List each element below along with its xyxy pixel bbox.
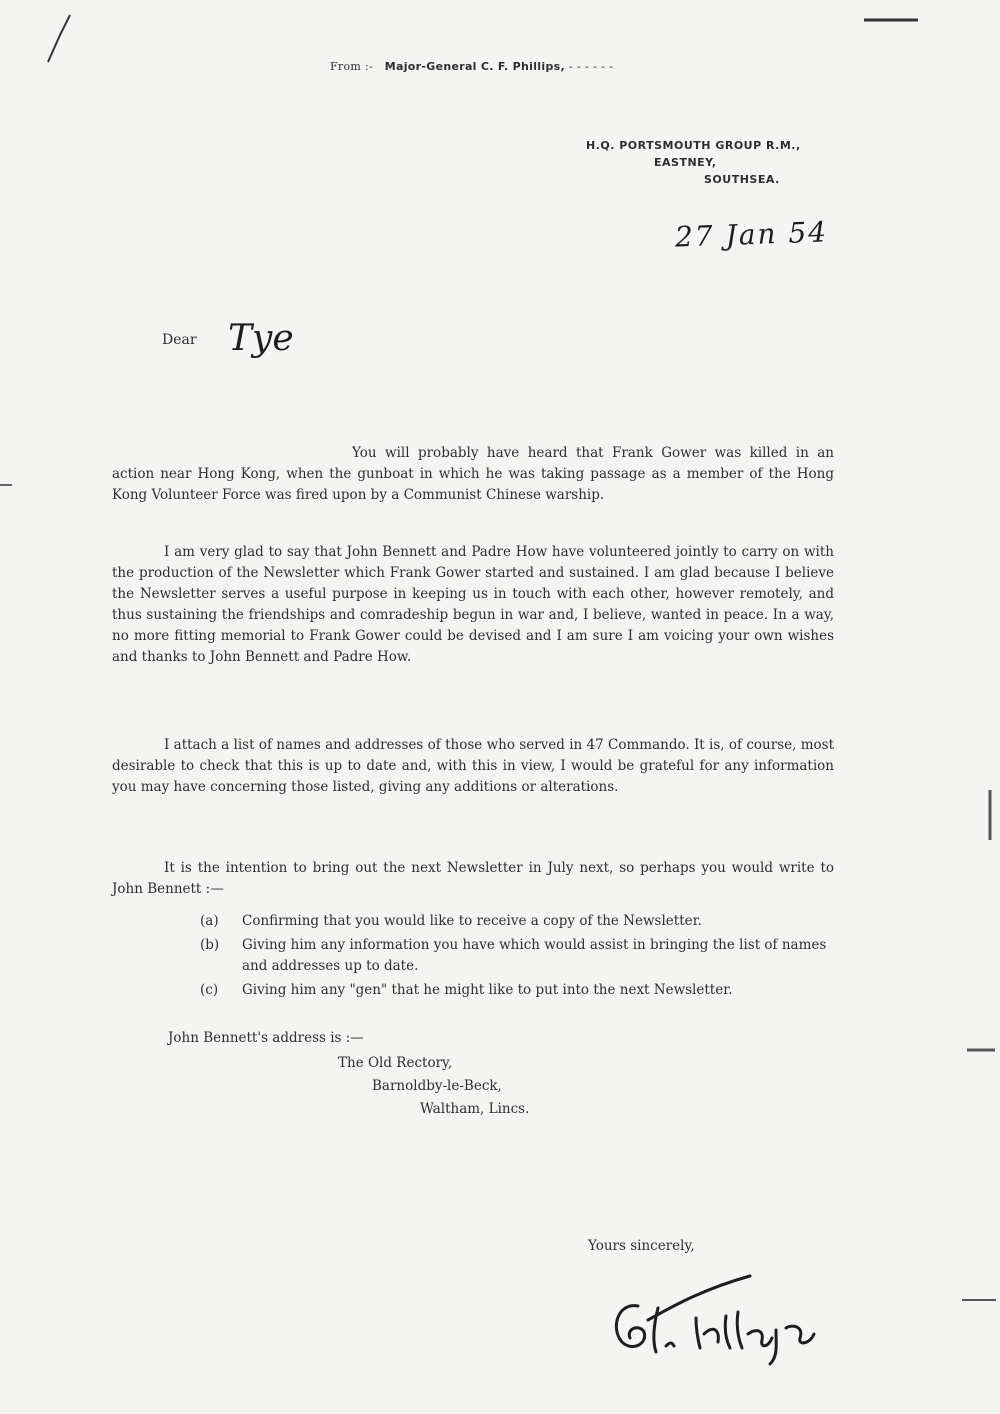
list-item-key: (b) — [200, 937, 220, 953]
list-item-text: Giving him any "gen" that he might like to put into the next Newsletter. — [242, 982, 733, 998]
sender-address-line: EASTNEY, — [654, 156, 717, 169]
list-item-text: Confirming that you would like to receive a copy of the Newsletter. — [242, 913, 702, 929]
pen-mark — [30, 10, 80, 70]
from-name: Major-General C. F. Phillips, — [384, 60, 565, 73]
from-label: From :- — [330, 60, 373, 73]
salutation-name: Tye — [228, 318, 294, 359]
salutation: Dear — [162, 332, 197, 348]
from-line — [330, 60, 613, 73]
paragraph: I am very glad to say that John Bennett and Padre How have volunteered jointly to carry on with the production of the Newsletter which Frank Gower started and sustained. I am glad because I believe the Newsletter serves a useful purpose in keeping us in touch with each other, however remotely, and thus sustaining the friendships and comradeship begun in war and, I believe, wanted in peace. In a way, no more fitting memorial to Frank Gower could be devised and I am sure I am voicing your own wishes and thanks to John Bennett and Padre How. — [112, 544, 834, 665]
address-intro: John Bennett's address is :— — [168, 1030, 364, 1046]
paragraph: I attach a list of names and addresses of those who served in 47 Commando. It is, of course, most desirable to check that this is up to date and, with this in view, I would be grateful for any information you may have concerning those listed, giving any additions or alterations. — [112, 737, 834, 795]
list-item-text: Giving him any information you have which would assist in bringing the list of names and addresses up to date. — [242, 937, 827, 974]
recipient-address-line: Waltham, Lincs. — [420, 1101, 530, 1117]
edge-mark — [960, 780, 1000, 850]
handwritten-date: 27 Jan 54 — [674, 215, 829, 254]
recipient-address-line: Barnoldby-le-Beck, — [372, 1078, 502, 1094]
closing: Yours sincerely, — [588, 1238, 695, 1254]
list-item — [200, 935, 840, 977]
request-list — [200, 911, 840, 1004]
sender-address — [586, 137, 801, 188]
list-item-key: (c) — [200, 982, 219, 998]
handwritten-signature — [600, 1268, 840, 1368]
paragraph: You will probably have heard that Frank Gower was killed in an action near Hong Kong, when the gunboat in which he was taking passage as a member of the Hong Kong Volunteer Force was fired upon by a Communist Chinese warship. — [112, 445, 834, 503]
edge-mark — [862, 12, 922, 26]
list-item — [200, 911, 840, 932]
from-dots: - - - - - - — [568, 60, 614, 73]
list-item — [200, 980, 840, 1001]
sender-address-line: SOUTHSEA. — [704, 173, 780, 186]
edge-mark — [965, 1040, 1000, 1060]
edge-mark — [0, 480, 14, 490]
edge-mark — [960, 1290, 1000, 1310]
recipient-address-line: The Old Rectory, — [338, 1055, 453, 1071]
list-item-key: (a) — [200, 913, 219, 929]
sender-address-line: H.Q. PORTSMOUTH GROUP R.M., — [586, 139, 801, 152]
paragraph: It is the intention to bring out the next Newsletter in July next, so perhaps you would write to John Bennett :— — [112, 860, 834, 897]
